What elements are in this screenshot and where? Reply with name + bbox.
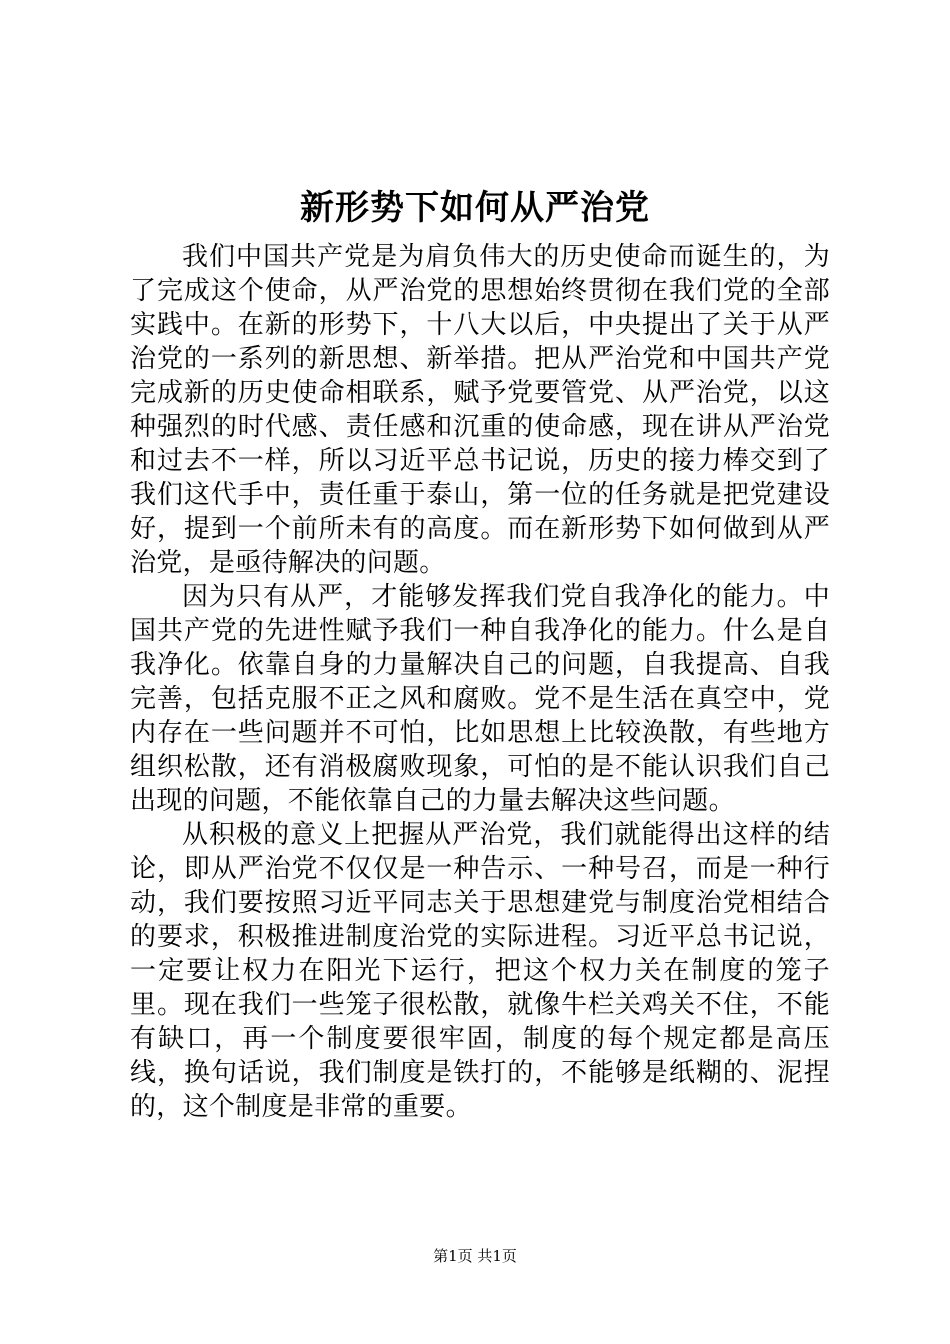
- paragraph-1: 我们中国共产党是为肩负伟大的历史使命而诞生的，为了完成这个使命，从严治党的思想始终贯彻在我们党的全部实践中。在新的形势下，十八大以后，中央提出了关于从严治党的一系列的新思想、新举措。把从严治党和中国共产党完成新的历史使命相联系，赋予党要管党、从严治党，以这种强烈的时代感、责任感和沉重的使命感，现在讲从严治党和过去不一样，所以习近平总书记说，历史的接力棒交到了我们这代手中，责任重于泰山，第一位的任务就是把党建设好，提到一个前所未有的高度。而在新形势下如何做到从严治党，是亟待解决的问题。: [130, 242, 830, 578]
- page-number-footer: 第1页 共1页: [433, 1247, 517, 1265]
- paragraph-2: 因为只有从严，才能够发挥我们党自我净化的能力。中国共产党的先进性赋予我们一种自我净化的能力。什么是自我净化。依靠自身的力量解决自己的问题，自我提高、自我完善，包括克服不正之风和腐败。党不是生活在真空中，党内存在一些问题并不可怕，比如思想上比较涣散，有些地方组织松散，还有消极腐败现象，可怕的是不能认识我们自己出现的问题，不能依靠自己的力量去解决这些问题。: [130, 582, 830, 816]
- paragraph-3: 从积极的意义上把握从严治党，我们就能得出这样的结论，即从严治党不仅仅是一种告示、一种号召，而是一种行动，我们要按照习近平同志关于思想建党与制度治党相结合的要求，积极推进制度治党的实际进程。习近平总书记说，一定要让权力在阳光下运行，把这个权力关在制度的笼子里。现在我们一些笼子很松散，就像牛栏关鸡关不住，不能有缺口，再一个制度要很牢固，制度的每个规定都是高压线，换句话说，我们制度是铁打的，不能够是纸糊的、泥捏的，这个制度是非常的重要。: [130, 820, 830, 1122]
- document-body: [130, 240, 830, 1124]
- page-title: 新形势下如何从严治党: [300, 188, 650, 228]
